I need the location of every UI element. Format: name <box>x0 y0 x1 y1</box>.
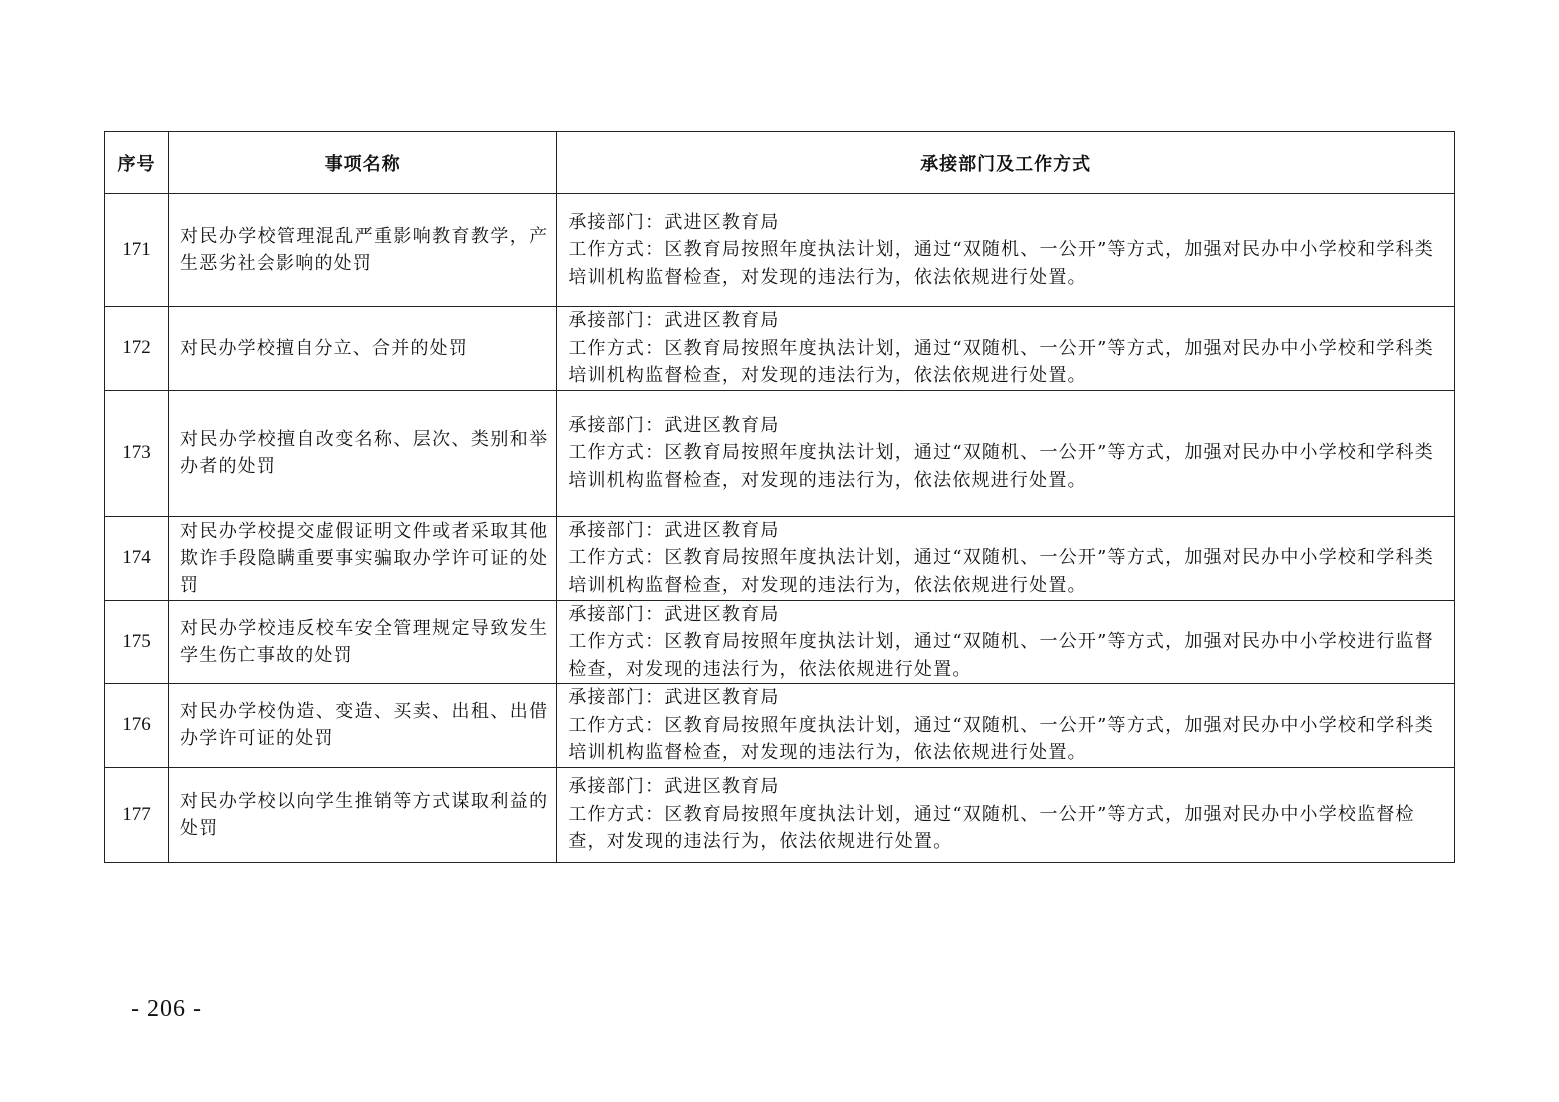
row-serial-number: 172 <box>105 307 169 391</box>
department-label: 承接部门：武进区教育局 <box>568 603 780 625</box>
table-row <box>105 600 1455 684</box>
row-serial-number: 171 <box>105 194 169 307</box>
work-method-text: 工作方式：区教育局按照年度执法计划，通过“双随机、一公开”等方式，加强对民办中小学校和学科类培训机构监督检查，对发现的违法行为，依法依规进行处置。 <box>568 547 1434 596</box>
row-department-method <box>557 600 1455 684</box>
row-department-method <box>557 684 1455 768</box>
row-matter-name: 对民办学校擅自分立、合并的处罚 <box>169 307 557 391</box>
matters-table <box>104 131 1455 863</box>
department-label: 承接部门：武进区教育局 <box>568 687 780 708</box>
department-label: 承接部门：武进区教育局 <box>568 519 780 541</box>
row-department-method <box>557 516 1455 600</box>
row-matter-name: 对民办学校违反校车安全管理规定导致发生学生伤亡事故的处罚 <box>169 600 557 684</box>
row-department-method <box>557 390 1455 516</box>
work-method-text: 工作方式：区教育局按照年度执法计划，通过“双随机、一公开”等方式，加强对民办中小学校和学科类培训机构监督检查，对发现的违法行为，依法依规进行处置。 <box>568 239 1434 288</box>
table-row <box>105 194 1455 307</box>
department-label: 承接部门：武进区教育局 <box>568 414 780 436</box>
department-label: 承接部门：武进区教育局 <box>568 776 780 798</box>
header-department-method: 承接部门及工作方式 <box>557 132 1455 194</box>
row-matter-name: 对民办学校伪造、变造、买卖、出租、出借办学许可证的处罚 <box>169 684 557 768</box>
table-row <box>105 767 1455 862</box>
row-serial-number: 173 <box>105 390 169 516</box>
header-matter-name: 事项名称 <box>169 132 557 194</box>
row-matter-name: 对民办学校提交虚假证明文件或者采取其他欺诈手段隐瞒重要事实骗取办学许可证的处罚 <box>169 516 557 600</box>
row-department-method <box>557 767 1455 862</box>
work-method-text: 工作方式：区教育局按照年度执法计划，通过“双随机、一公开”等方式，加强对民办中小学校和学科类培训机构监督检查，对发现的违法行为，依法依规进行处置。 <box>568 714 1434 763</box>
work-method-text: 工作方式：区教育局按照年度执法计划，通过“双随机、一公开”等方式，加强对民办中小学校进行监督检查，对发现的违法行为，依法依规进行处置。 <box>568 631 1434 680</box>
row-serial-number: 177 <box>105 767 169 862</box>
page-number: - 206 - <box>131 996 202 1022</box>
row-serial-number: 174 <box>105 516 169 600</box>
department-label: 承接部门：武进区教育局 <box>568 211 780 233</box>
work-method-text: 工作方式：区教育局按照年度执法计划，通过“双随机、一公开”等方式，加强对民办中小学校和学科类培训机构监督检查，对发现的违法行为，依法依规进行处置。 <box>568 337 1434 386</box>
row-matter-name: 对民办学校管理混乱严重影响教育教学，产生恶劣社会影响的处罚 <box>169 194 557 307</box>
table-row <box>105 307 1455 391</box>
row-department-method <box>557 307 1455 391</box>
work-method-text: 工作方式：区教育局按照年度执法计划，通过“双随机、一公开”等方式，加强对民办中小学校和学科类培训机构监督检查，对发现的违法行为，依法依规进行处置。 <box>568 442 1434 491</box>
table-row <box>105 390 1455 516</box>
table-row <box>105 684 1455 768</box>
table-row <box>105 516 1455 600</box>
department-label: 承接部门：武进区教育局 <box>568 310 780 331</box>
row-matter-name: 对民办学校以向学生推销等方式谋取利益的处罚 <box>169 767 557 862</box>
row-matter-name: 对民办学校擅自改变名称、层次、类别和举办者的处罚 <box>169 390 557 516</box>
table-header-row <box>105 132 1455 194</box>
row-serial-number: 175 <box>105 600 169 684</box>
header-serial-number: 序号 <box>105 132 169 194</box>
row-department-method <box>557 194 1455 307</box>
work-method-text: 工作方式：区教育局按照年度执法计划，通过“双随机、一公开”等方式，加强对民办中小学校监督检查，对发现的违法行为，依法依规进行处置。 <box>568 803 1415 853</box>
row-serial-number: 176 <box>105 684 169 768</box>
